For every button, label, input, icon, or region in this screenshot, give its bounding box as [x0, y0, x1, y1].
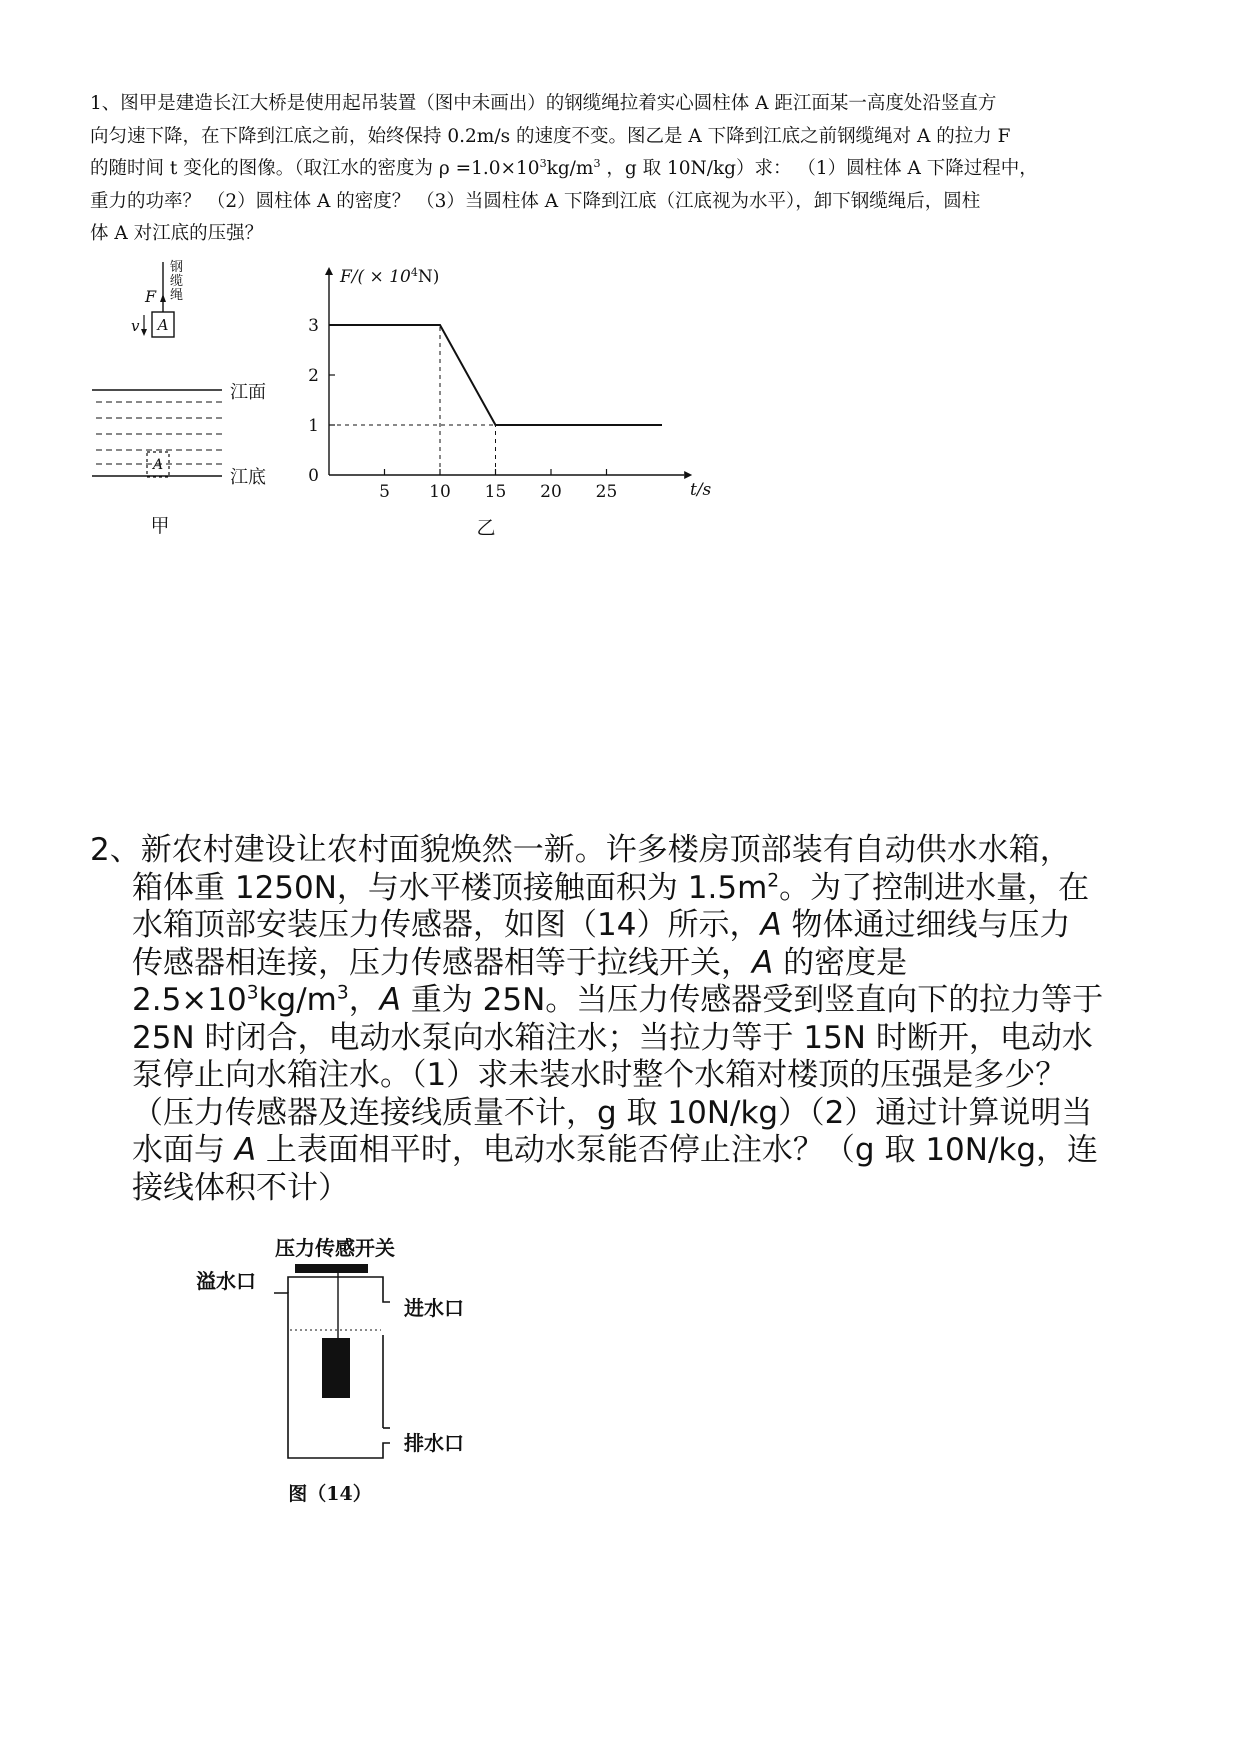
- q2-line-2-a: 箱体重 1250N，与水平楼顶接触面积为 1.5m: [132, 869, 768, 906]
- sensor-switch-label: 压力传感开关: [275, 1236, 395, 1260]
- q1-line-1: 1、图甲是建造长江大桥是使用起吊装置（图中未画出）的钢缆绳拉着实心圆柱体 A 距江面某一高度处沿竖直方: [90, 93, 997, 114]
- inlet-label: 进水口: [404, 1296, 464, 1320]
- tank-wall-top-right: [288, 1277, 390, 1302]
- figure-14-caption: 图（14）: [288, 1483, 372, 1505]
- q2-line-5-it: A: [379, 982, 401, 1018]
- force-label: F: [145, 287, 157, 306]
- q2-line-10: 接线体积不计）: [132, 1169, 349, 1206]
- q2-line-3-b: 物体通过细线与压力: [781, 907, 1071, 943]
- q1-line-5: 体 A 对江底的压强？: [90, 223, 264, 244]
- q2-sup-area: 2: [767, 870, 780, 892]
- q2-line-4-b: 的密度是: [773, 944, 908, 981]
- velocity-label: v: [131, 317, 140, 335]
- cable-label-3: 绳: [170, 288, 184, 303]
- q1-sup-1: 3: [539, 156, 547, 170]
- figure-jia-caption: 甲: [150, 515, 170, 537]
- q2-line-7: 泵停止向水箱注水。（1）求未装水时整个水箱对楼顶的压强是多少？: [132, 1057, 1067, 1093]
- chart-caption: 乙: [476, 517, 496, 539]
- q2-line-5-a: 2.5×10: [132, 982, 247, 1018]
- outlet-label: 排水口: [404, 1431, 464, 1455]
- q2-line-1: 2、新农村建设让农村面貌焕然一新。许多楼房顶部装有自动供水水箱，: [90, 832, 1071, 868]
- q2-line-3-a: 水箱顶部安装压力传感器，如图（14）所示，: [132, 907, 761, 943]
- chart-ylabel-exp: 4: [410, 266, 418, 279]
- q2-line-3-it: A: [760, 907, 782, 943]
- pressure-sensor-switch: [295, 1264, 368, 1273]
- q1-line-4: 重力的功率？ （2）圆柱体 A 的密度？ （3）当圆柱体 A 下降到江底（江底视为水平），卸下钢缆绳后，圆柱: [90, 190, 981, 212]
- q1-line-3-b: kg/m: [546, 158, 594, 179]
- object-a: [322, 1338, 350, 1398]
- chart-x-tick-label: 10: [429, 482, 451, 502]
- cable-label-2: 缆: [170, 274, 184, 289]
- chart-x-tick-label: 5: [379, 482, 390, 502]
- chart-y-tick-label: 2: [308, 366, 319, 386]
- q2-line-5-d: 重为 25N。当压力传感器受到竖直向下的拉力等于: [400, 982, 1104, 1018]
- q2-line-9-b: 上表面相平时，电动水泵能否停止注水？（g 取 10N/kg，连: [256, 1132, 1099, 1168]
- q2-line-6: 25N 时闭合，电动水泵向水箱注水；当拉力等于 15N 时断开，电动水: [132, 1019, 1093, 1056]
- q2-line-9-a: 水面与: [132, 1132, 235, 1168]
- block-a-label: A: [157, 316, 169, 334]
- q1-line-3-a: 的随时间 t 变化的图像。（取江水的密度为 ρ =1.0×10: [90, 158, 540, 179]
- q1-sup-2: 3: [593, 156, 601, 170]
- river-surface-label: 江面: [230, 382, 266, 403]
- q2-line-5-b: kg/m: [258, 982, 337, 1018]
- chart-ylabel-suffix: N): [417, 267, 440, 287]
- chart-x-tick-label: 20: [540, 482, 562, 502]
- q2-sup-1: 3: [246, 982, 259, 1004]
- q2-line-4-a: 传感器相连接，压力传感器相等于拉线开关，: [132, 944, 752, 981]
- q1-line-3-c: ，g 取 10N/kg）求： （1）圆柱体 A 下降过程中，: [600, 158, 1038, 179]
- chart-x-tick-label: 25: [595, 482, 618, 502]
- chart-ylabel-prefix: F/( × 10: [340, 267, 411, 287]
- cable-label-1: 钢: [170, 260, 184, 275]
- q2-sup-2: 3: [336, 982, 349, 1004]
- chart-xlabel: t/s: [690, 480, 712, 500]
- q1-line-2: 向匀速下降，在下降到江底之前，始终保持 0.2m/s 的速度不变。图乙是 A 下降到江底之前钢缆绳对 A 的拉力 F: [90, 125, 1011, 147]
- overflow-label: 溢水口: [196, 1269, 256, 1293]
- q2-line-5-c: ，: [348, 982, 380, 1018]
- chart-y-tick-label: 1: [308, 416, 319, 436]
- submerged-block-label: A: [152, 457, 164, 473]
- chart-origin-label: 0: [308, 466, 319, 486]
- q2-line-8: （压力传感器及连接线质量不计，g 取 10N/kg）（2）通过计算说明当: [132, 1094, 1093, 1131]
- chart-y-tick-label: 3: [308, 316, 319, 336]
- q2-line-9-it: A: [234, 1132, 257, 1168]
- river-bottom-label: 江底: [230, 467, 266, 488]
- q2-line-2-b: 。为了控制进水量，在: [779, 869, 1090, 906]
- chart-x-tick-label: 15: [484, 482, 507, 502]
- q2-line-4-it: A: [752, 944, 774, 981]
